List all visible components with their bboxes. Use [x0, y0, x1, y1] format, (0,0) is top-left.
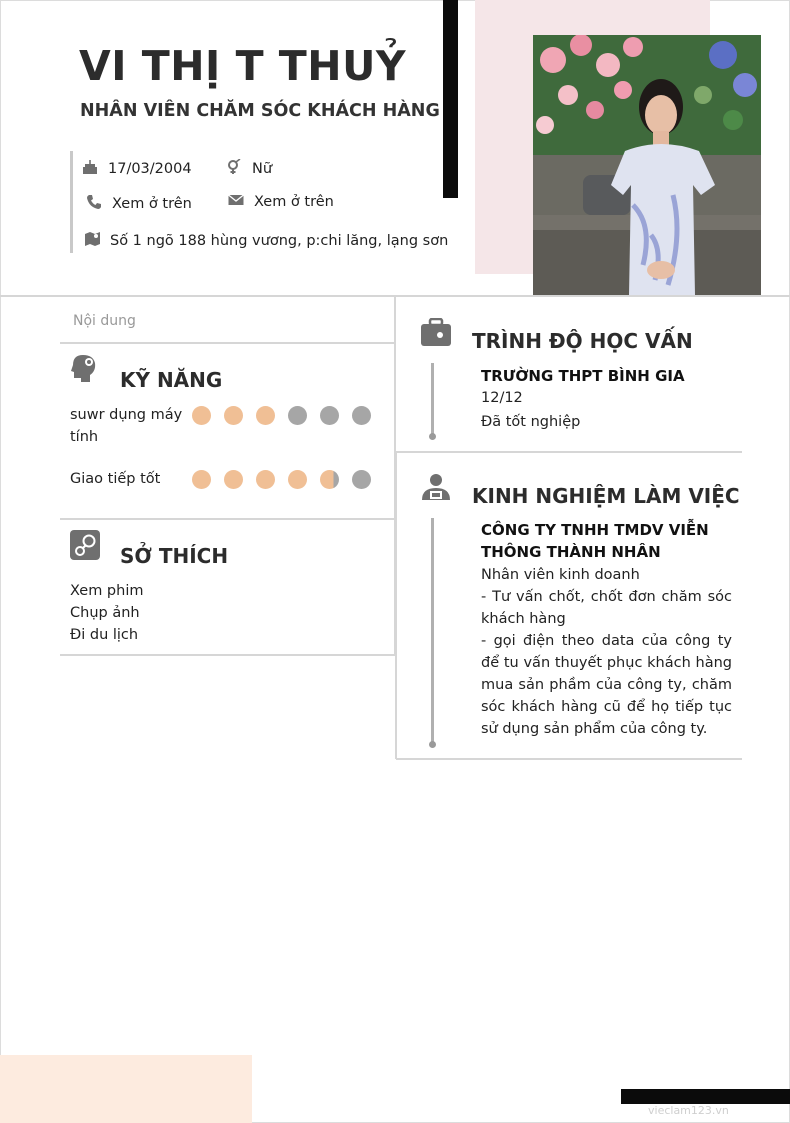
phone-icon — [86, 194, 106, 214]
experience-title: KINH NGHIỆM LÀM VIỆC — [472, 484, 740, 508]
cake-icon — [82, 159, 102, 179]
rating-dot — [192, 470, 211, 489]
column-divider-right — [395, 453, 397, 759]
gender-icon — [226, 159, 246, 179]
left-divider-2 — [60, 518, 395, 520]
envelope-icon — [228, 194, 248, 210]
hobbies-title: SỞ THÍCH — [120, 544, 229, 568]
gender-row — [226, 159, 272, 179]
rating-dot — [192, 406, 211, 425]
education-timeline — [431, 363, 434, 435]
info-divider — [70, 151, 73, 253]
rating-dot — [352, 470, 371, 489]
hobby-item-2: Chụp ảnh — [70, 605, 140, 621]
experience-desc-2: - gọi điện theo data của công ty để tu vấn thuyết phục khách hàng mua sản phầm của công ty, chăm sóc khách hàng cũ để họ tiếp tục sử dụng sản phẩm của công ty. — [481, 633, 732, 737]
skill-name-1: suwr dụng máy tính — [70, 407, 183, 445]
timeline-dot — [429, 741, 436, 748]
experience-timeline — [431, 518, 434, 744]
left-divider-1 — [60, 342, 395, 344]
hobby-item-1: Xem phim — [70, 583, 144, 599]
education-school: TRƯỜNG THPT BÌNH GIA — [481, 367, 685, 385]
profile-photo — [533, 35, 761, 295]
timeline-dot — [429, 433, 436, 440]
watermark: vieclam123.vn — [648, 1104, 729, 1117]
decor-peach-block — [0, 1055, 252, 1123]
experience-company: CÔNG TY TNHH TMDV VIỄN THÔNG THÀNH NHÂN — [481, 521, 709, 561]
skill-rating-1 — [192, 406, 371, 425]
skill-rating-2 — [192, 470, 371, 489]
rating-dot — [256, 470, 275, 489]
hobby-item-3: Đi du lịch — [70, 627, 139, 643]
brain-icon — [70, 353, 100, 387]
education-title: TRÌNH ĐỘ HỌC VẤN — [472, 329, 693, 353]
education-grade: 12/12 — [481, 390, 523, 406]
birthday-value: 17/03/2004 — [108, 161, 192, 177]
address-row — [84, 231, 448, 251]
rating-dot — [288, 406, 307, 425]
rating-dot — [256, 406, 275, 425]
user-laptop-icon — [420, 472, 452, 506]
experience-desc-1: - Tư vấn chốt, chốt đơn chăm sóc khách hàng — [481, 589, 732, 627]
briefcase-icon — [420, 318, 452, 351]
rating-dot — [224, 406, 243, 425]
address-value: Số 1 ngõ 188 hùng vương, p:chi lăng, lạng sơn — [110, 233, 449, 249]
job-title: NHÂN VIÊN CHĂM SÓC KHÁCH HÀNG — [80, 101, 440, 121]
rating-dot — [320, 470, 339, 489]
candidate-name: VI THỊ T THUỶ — [79, 42, 407, 90]
rating-dot — [224, 470, 243, 489]
email-value: Xem ở trên — [254, 194, 334, 210]
birthday-row — [82, 159, 192, 179]
email-row — [228, 194, 334, 210]
rating-dot — [288, 470, 307, 489]
gender-value: Nữ — [252, 161, 273, 177]
education-status: Đã tốt nghiệp — [481, 414, 581, 430]
decor-black-bar — [443, 0, 458, 198]
content-placeholder: Nội dung — [73, 313, 136, 329]
phone-row — [86, 194, 192, 214]
map-icon — [84, 231, 104, 251]
steam-icon — [70, 530, 100, 564]
rating-dot — [320, 406, 339, 425]
decor-footer-bar — [621, 1089, 790, 1104]
right-divider-2 — [396, 758, 742, 760]
rating-dot — [352, 406, 371, 425]
experience-position: Nhân viên kinh doanh — [481, 567, 640, 583]
left-divider-3 — [60, 654, 395, 656]
phone-value: Xem ở trên — [112, 196, 192, 212]
right-divider-1 — [396, 451, 742, 453]
skill-name-2: Giao tiếp tốt — [70, 471, 161, 487]
skills-title: KỸ NĂNG — [120, 368, 223, 392]
